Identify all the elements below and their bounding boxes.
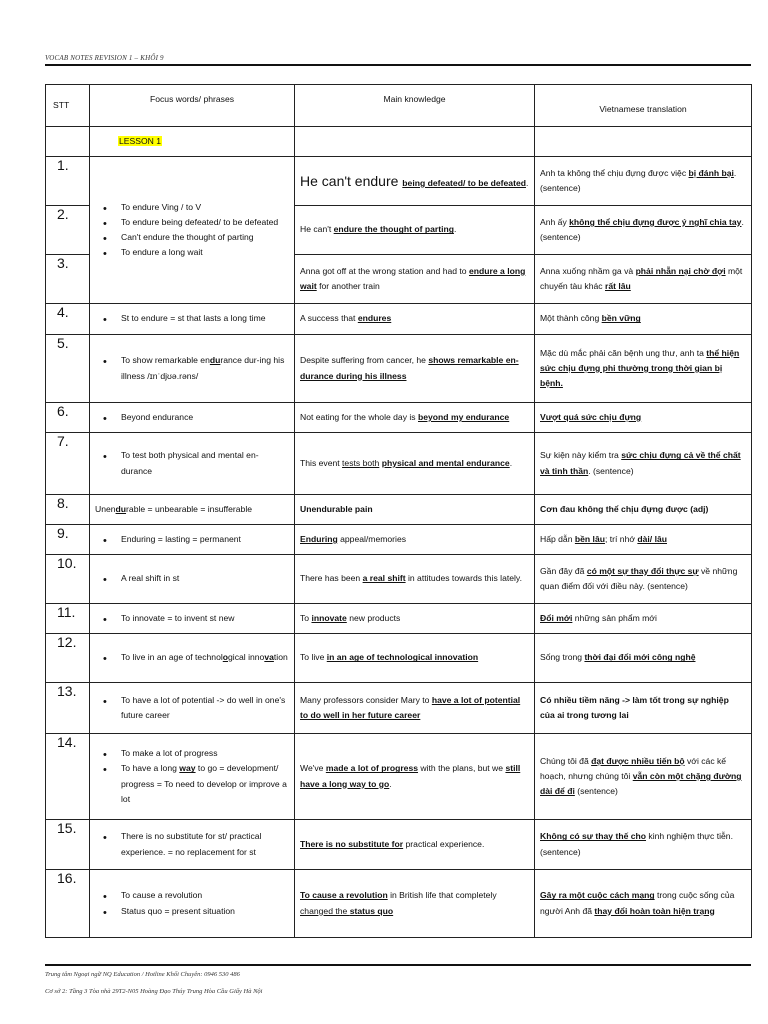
row-number: 15. (46, 820, 90, 870)
viet-cell: Hấp dẫn bền lâu; trí nhớ dài/ lâu (535, 525, 752, 555)
viet-cell: Có nhiều tiềm năng -> làm tốt trong sự nghiệp của ai trong tương lai (535, 683, 752, 734)
vocab-table (45, 84, 752, 938)
table-row (46, 335, 752, 403)
row-number: 6. (46, 403, 90, 433)
row-number: 1. (46, 157, 90, 206)
row-number: 9. (46, 525, 90, 555)
viet-cell: Mặc dù mắc phải căn bệnh ung thư, anh ta thể hiện sức chịu đựng phi thường trong thời gian bị bệnh. (535, 335, 752, 403)
table-row (46, 555, 752, 604)
main-cell: There is no substitute for practical experience. (295, 820, 535, 870)
table-row (46, 683, 752, 734)
focus-cell: Unendurable = unbearable = insufferable (90, 495, 295, 525)
main-cell: To cause a revolution in British life that completely changed the status quo (295, 870, 535, 938)
main-cell: Despite suffering from cancer, he shows remarkable en-durance during his illness (295, 335, 535, 403)
main-cell: To innovate new products (295, 604, 535, 634)
row-number: 10. (46, 555, 90, 604)
main-cell: He can't endure the thought of parting. (295, 206, 535, 255)
viet-cell: Gần đây đã có một sự thay đổi thực sự về những quan điểm đối với điều này. (sentence) (535, 555, 752, 604)
table-row (46, 734, 752, 820)
main-cell: Many professors consider Mary to have a lot of potential to do well in her future career (295, 683, 535, 734)
col-header-viet: Vietnamese translation (535, 85, 752, 127)
main-cell: We've made a lot of progress with the plans, but we still have a long way to go. (295, 734, 535, 820)
lesson-label: LESSON 1 (119, 135, 162, 146)
page-header: VOCAB NOTES REVISION 1 – KHỐI 9 (45, 54, 164, 62)
focus-cell: • St to endure = st that lasts a long time (90, 304, 295, 335)
viet-cell: Cơn đau không thể chịu đựng được (adj) (535, 495, 752, 525)
row-number: 13. (46, 683, 90, 734)
main-cell: There has been a real shift in attitudes towards this lately. (295, 555, 535, 604)
focus-cell: • To innovate = to invent st new (90, 604, 295, 634)
row-number: 5. (46, 335, 90, 403)
table-row (46, 820, 752, 870)
focus-cell: • To test both physical and mental en-durance (90, 433, 295, 495)
table-header-row (46, 85, 752, 127)
row-number: 4. (46, 304, 90, 335)
main-cell: Enduring appeal/memories (295, 525, 535, 555)
main-cell: To live in an age of technological innovation (295, 634, 535, 683)
focus-item: • To endure Ving / to V (103, 200, 289, 215)
table-row (46, 403, 752, 433)
focus-item: • To endure a long wait (103, 245, 289, 260)
col-header-stt: STT (46, 85, 90, 127)
focus-item: • Can't endure the thought of parting (103, 230, 289, 245)
focus-item: • To endure being defeated/ to be defeated (103, 215, 289, 230)
focus-cell: • There is no substitute for st/ practical experience. = no replacement for st (90, 820, 295, 870)
viet-cell: Sự kiện này kiểm tra sức chịu đựng cả về thể chất và tinh thần. (sentence) (535, 433, 752, 495)
row-number: 12. (46, 634, 90, 683)
focus-cell: • To live in an age of technological innovation (90, 634, 295, 683)
footer-line-1: Trung tâm Ngoại ngữ NQ Education / Hotline Khối Chuyên: 0946 530 486 (45, 971, 240, 978)
viet-cell: Anh ta không thể chịu đựng được việc bị đánh bại. (sentence) (535, 157, 752, 206)
main-cell: Unendurable pain (295, 495, 535, 525)
main-cell: Anna got off at the wrong station and had to endure a long wait for another train (295, 255, 535, 304)
focus-cell: • Enduring = lasting = permanent (90, 525, 295, 555)
viet-cell: Đổi mới những sản phẩm mới (535, 604, 752, 634)
viet-cell: Anna xuống nhầm ga và phải nhẫn nại chờ đợi một chuyến tàu khác rất lâu (535, 255, 752, 304)
main-cell: A success that endures (295, 304, 535, 335)
focus-cell: • To show remarkable endurance dur-ing his illness /ɪnˈdjʊə.rəns/ (90, 335, 295, 403)
main-cell: Not eating for the whole day is beyond my endurance (295, 403, 535, 433)
row-number: 8. (46, 495, 90, 525)
footer-divider (45, 964, 751, 966)
focus-cell: • To have a lot of potential -> do well in one's future career (90, 683, 295, 734)
viet-cell: Anh ấy không thể chịu đựng được ý nghĩ chia tay. (sentence) (535, 206, 752, 255)
row-number: 3. (46, 255, 90, 304)
table-row (46, 604, 752, 634)
viet-cell: Vượt quá sức chịu đựng (535, 403, 752, 433)
focus-cell: • A real shift in st (90, 555, 295, 604)
footer-line-2: Cơ sở 2: Tầng 3 Tòa nhà 29T2-N05 Hoàng Đạo Thúy Trung Hòa Cầu Giấy Hà Nội (45, 988, 263, 995)
row-number: 2. (46, 206, 90, 255)
focus-cell: • To make a lot of progress • To have a long way to go = development/ progress = To need to develop or improve a lot (90, 734, 295, 820)
viet-cell: Một thành công bền vững (535, 304, 752, 335)
row-number: 16. (46, 870, 90, 938)
table-row (46, 433, 752, 495)
table-row (46, 634, 752, 683)
viet-cell: Sống trong thời đại đổi mới công nghệ (535, 634, 752, 683)
row-number: 14. (46, 734, 90, 820)
col-header-main: Main knowledge (295, 85, 535, 127)
viet-cell: Gây ra một cuộc cách mạng trong cuộc sống của người Anh đã thay đổi hoàn toàn hiện trạng (535, 870, 752, 938)
main-cell: This event tests both physical and mental endurance. (295, 433, 535, 495)
focus-cell: • Beyond endurance (90, 403, 295, 433)
table-row (46, 157, 752, 206)
lesson-row (46, 127, 752, 157)
table-row (46, 525, 752, 555)
focus-cell (90, 157, 295, 304)
table-row (46, 304, 752, 335)
viet-cell: Chúng tôi đã đạt được nhiều tiến bộ với các kế hoạch, nhưng chúng tôi vẫn còn một chặng đường dài để đi (sentence) (535, 734, 752, 820)
row-number: 11. (46, 604, 90, 634)
header-divider (45, 64, 751, 66)
col-header-focus: Focus words/ phrases (90, 85, 295, 127)
viet-cell: Không có sự thay thế cho kinh nghiệm thực tiễn. (sentence) (535, 820, 752, 870)
table-row (46, 870, 752, 938)
table-row (46, 495, 752, 525)
main-cell: He can't endure being defeated/ to be defeated. (295, 157, 535, 206)
focus-cell: • To cause a revolution • Status quo = present situation (90, 870, 295, 938)
row-number: 7. (46, 433, 90, 495)
